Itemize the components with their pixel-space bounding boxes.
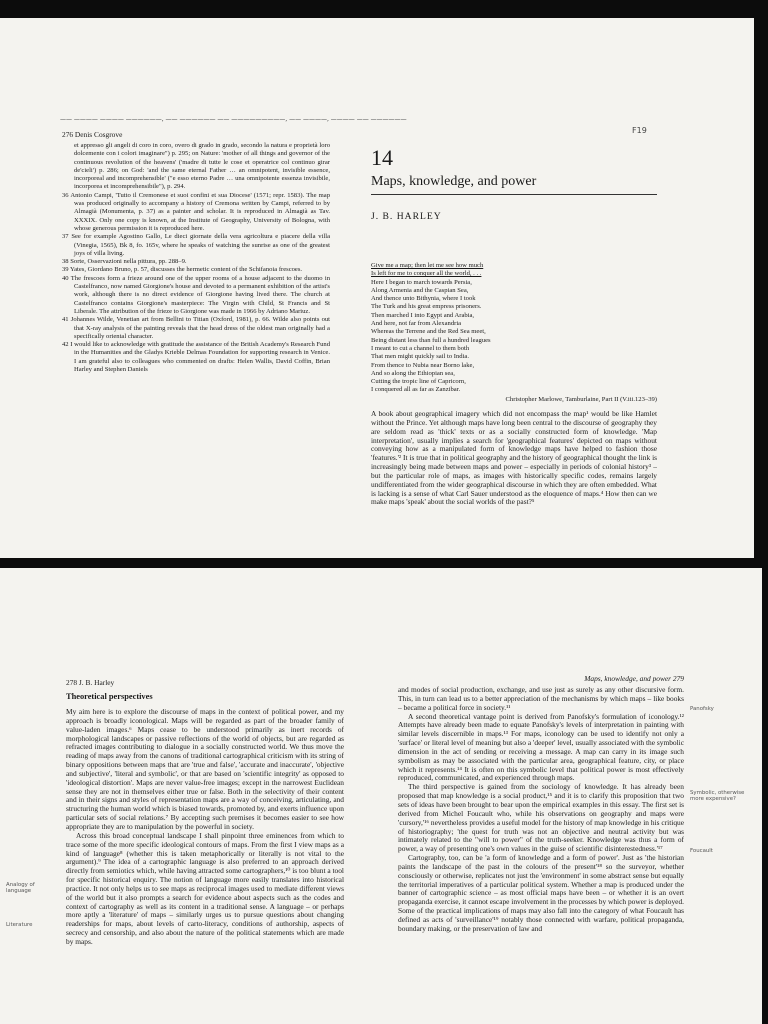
paragraph: Across this broad conceptual landscape I shall pinpoint three eminences from which to trace some of the more specific ideological contours of maps. From the first I view maps as a kind of language⁸ (whether this is taken metaphorically or literally is not vital to the argument).⁹ The idea of a cartographic language is also preferred to an approach derived directly from semiotics which, while having attracted some cartographers,¹⁰ is too blunt a tool for specific historical enquiry. The notion of language more easily translates into historical practice. It not only helps us to see maps as reciprocal images used to mediate different views of the world but it also prompts a search for evidence about aspects such as the codes and context of cartography as well as its content in a traditional sense. A language – or perhaps more aptly a 'literature' of maps – similarly urges us to pursue questions about changing readerships for maps, about levels of carto-literacy, conditions of authorship, aspects of secrecy and censorship, and also about the nature of the political statements which are made by maps. [66,830,344,946]
note-continuation: et appresso gli angeli di coro in coro, overo di grado in grado, secondo la natura e proprietà loro dolcemente con i colori imaginare") p. 295; on Nature: 'mother of all things and governor of the continuous revolution of the heavens' ('madre di tutte le cose et operatrice col continuo girar de'cieli') p. 286; on God: 'and the same eternal Father … an omnipotent, invisible essence, incorporeal and incomprehensible' ("e esso eterno Padre … una omnipotente essenza invisibile, incorporea et incomprehensibile"), p. 294. [74,142,330,191]
endnote-38: 38 Sorte, Osservazioni nella pittura, pp. 288–9. [62,258,187,266]
epigraph-line: Being distant less than full a hundred leagues [371,336,491,344]
endnote-42: 42 I would like to acknowledge with gratitude the assistance of the British Academy's Research Fund in the Humanities and the Gladys Krieble Delmas Foundation for supporting research in Venice. I am grateful also to colleagues who commented on drafts: Helen Wallis, David Coffin, Brian Harley and Stephen Daniels [62,341,330,374]
endnote-40: 40 The frescoes form a frieze around one of the upper rooms of a house adjacent to the duomo in Castelfranco, now named Giorgione's house and devoted to a permanent exhibition of the artist's work, although there is no direct evidence of Giorgione having lived there. The church at Castelfranco contains Giorgione's masterpiece: The Virgin with Child, St Francis and St Liberale. The attribution of the frieze to Giorgione was made in 1966 by Adriano Mariuz. [62,274,330,315]
epigraph-line: Whereas the Terrene and the Red Sea meet, [371,328,486,336]
epigraph-line: Is left for me to conquer all the world, . . . [371,270,482,278]
epigraph-line: And here, not far from Alexandria [371,320,462,328]
epigraph-line: Give me a map; then let me see how much [371,262,484,269]
endnote-39: 39 Yates, Giordano Bruno, p. 57, discusses the hermetic content of the Schifanoia frescoes. [62,266,303,274]
epigraph-line: Along Armenia and the Caspian Sea, [371,286,469,294]
epigraph-attribution: Christopher Marlowe, Tamburlaine, Part II (V.iii.123–39) [505,396,657,403]
left-running-head: 278 J. B. Harley [66,678,115,687]
endnote-37: 37 See for example Agostino Gallo, Le dieci giornate della vera agricoltura e piacere della villa (Vinegia, 1565), Bk 8, fo. 165v, where he speaks of watching the sunrise as one of the greatest joys of villa living. [62,233,330,257]
paragraph: My aim here is to explore the discourse of maps in the context of political power, and my approach is broadly iconological. Maps will be regarded as part of the broader family of value-laden images.⁶ Maps cease to be understood primarily as inert records of morphological landscapes or passive reflections of the world of objects, but are regarded as refracted images contributing to dialogue in a socially constructed world. We thus move the reading of maps away from the canons of traditional cartographical criticism with its string of binary oppositions between maps that are 'true and false', 'accurate and inaccurate', 'objective and subjective', 'literal and symbolic', or that are based on 'scientific integrity' as opposed to 'ideological distortion'. Maps are never value-free images; except in the narrowest Euclidean sense they are not in themselves either true or false. Both in the selectivity of their content and in their signs and styles of representation maps are a way of conceiving, articulating, and structuring the human world which is biased towards, promoted by, and exerts influence upon particular sets of social relations.⁷ By accepting such premises it becomes easier to see how appropriate they are to manipulation by the powerful in society. [66,707,344,831]
left-column [66,708,344,947]
epigraph-line: I meant to cut a channel to them both [371,344,470,352]
epigraph-line: And thence unto Bithynia, where I took [371,295,476,303]
title-rule [371,194,657,195]
paragraph: Cartography, too, can be 'a form of knowledge and a form of power'. Just as 'the historian paints the landscape of the past in the colours of the present'¹⁸ so the surveyor, whether consciously or otherwise, replicates not just the 'environment' in some abstract sense but equally the territorial imperatives of a particular political system. Whether a map is produced under the banner of cartographic science – as most official maps have been – or whether it is an overt propaganda exercise, it cannot escape involvement in the processes by which power is deployed. Some of the practical implications of maps may also fall into the category of what Foucault has defined as acts of 'surveillance'¹⁹ notably those connected with warfare, political propaganda, boundary making, or the preservation of law and [398,853,684,933]
margin-note-right: Panofsky [690,706,714,712]
epigraph-line: I conquered all as far as Zanzibar. [371,386,461,394]
epigraph-line: Cutting the tropic line of Capricorn, [371,378,466,386]
chapter-author: J. B. HARLEY [371,211,442,222]
right-running-head: Maps, knowledge, and power 279 [584,674,684,683]
margin-note-left: Analogy of language [6,882,35,894]
paragraph: and modes of social production, exchange, and use just as surely as any other discursive form. This, in turn can lead us to a better appreciation of the mechanisms by which maps – like books – became a political force in society.¹¹ [398,685,684,712]
endnote-36: 36 Antonio Campi, 'Tutto il Cremonese et suoi confini et sua Diocese' (1571; repr. 1583). The map was produced originally to accompany a history of Cremona written by Campi, referred to by Almagià (Monumenta, p. 37) as a painter and scholar. It is reproduced in Almagià as Tav. XXXIX. Only one copy is known, at the Institute of Geography, University of Bologna, with whose generous permission it is reproduced here. [62,191,330,232]
section-heading: Theoretical perspectives [66,692,153,701]
endnotes-column [62,142,330,374]
paragraph: A second theoretical vantage point is derived from Panofsky's formulation of iconology.¹² Attempts have already been made to equate Panofsky's levels of interpretation in painting with similar levels discernible in maps.¹³ For maps, iconology can be used to identify not only a 'surface' or literal level of meaning but also a 'deeper' level, usually associated with the symbolic dimension in the act of sending or receiving a message. A map can carry in its image such symbolism as may be associated with the particular area, geographical feature, city, or place which it represents.¹⁴ It is often on this symbolic level that political power is most effectively reproduced, communicated, and experienced through maps. [398,711,684,783]
epigraph-line: And so along the Ethiopian sea, [371,369,455,377]
scanned-page-spread-1 [0,18,754,558]
chapter-title: Maps, knowledge, and power [371,174,537,189]
left-running-head: 276 Denis Cosgrove [62,130,123,139]
corner-mark: F19 [632,126,647,135]
opening-paragraph: A book about geographical imagery which did not encompass the map¹ would be like Hamlet without the Prince. Yet although maps have long been central to the discourse of geography they are seldom read as 'thick' texts or as a socially constructed form of knowledge. 'Map interpretation', usually implies a search for 'geographical features' depicted on maps without conveying how as a manipulated form of knowledge maps have helped to fashion those 'features.'² It is true that in political geography and the history of geographical thought the link is increasingly being made between maps and power – especially in periods of colonial history³ – but the particular role of maps, as images with historically specific codes, remains largely undifferentiated from the wider geographical discourse in which they are often embedded. What is lacking is a sense of what Carl Sauer understood as the eloquence of maps.⁴ How then can we make maps 'speak' about the social worlds of the past?⁵ [371,409,657,507]
epigraph-line: Here I began to march towards Persia, [371,278,472,286]
margin-note-right: Symbolic, otherwise more expensive? [690,790,745,802]
epigraph-line: The Turk and his great empress prisoners. [371,303,482,311]
margin-note-right: Foucault [690,848,713,854]
paragraph: The third perspective is gained from the sociology of knowledge. It has already been proposed that map knowledge is a social product,¹⁵ and it is to clarify this proposition that two sets of ideas have been brought to bear upon the empirical examples in this essay. The first set is derived from Michel Foucault who, while his observations on geography and maps were 'cursory,'¹⁶ nevertheless provides a useful model for the history of map knowledge in his critique of historiography; 'the quest for truth was not an objective and neutral activity but was intimately related to the "will to power" of the truth-seeker. Knowledge was thus a form of power, a way of presenting one's own values in the guise of scientific disinterestedness.'¹⁷ [398,782,684,854]
margin-note-left: Literature [6,922,33,928]
chapter-number: 14 [371,145,393,170]
epigraph-line: From thence to Nubia near Borno lake, [371,361,475,369]
endnote-41: 41 Johannes Wilde, Venetian art from Bellini to Titian (Oxford, 1981), p. 66. Wilde also points out that X-ray analysis of the painting reveals that the head dress of the oldest man originally had a specifically oriental character. [62,316,330,340]
scanned-page-spread-2 [0,568,762,1024]
epigraph-line: Then marched I into Egypt and Arabia, [371,311,475,319]
epigraph-line: That men might quickly sail to India. [371,353,469,361]
epigraph [371,262,611,395]
handwritten-header-scribble: —— ———— ———— ——————, —— —————— —— —————————, —— ————, ———— —— —————— [60,116,407,123]
right-column [398,686,684,934]
opening-column [371,410,657,507]
